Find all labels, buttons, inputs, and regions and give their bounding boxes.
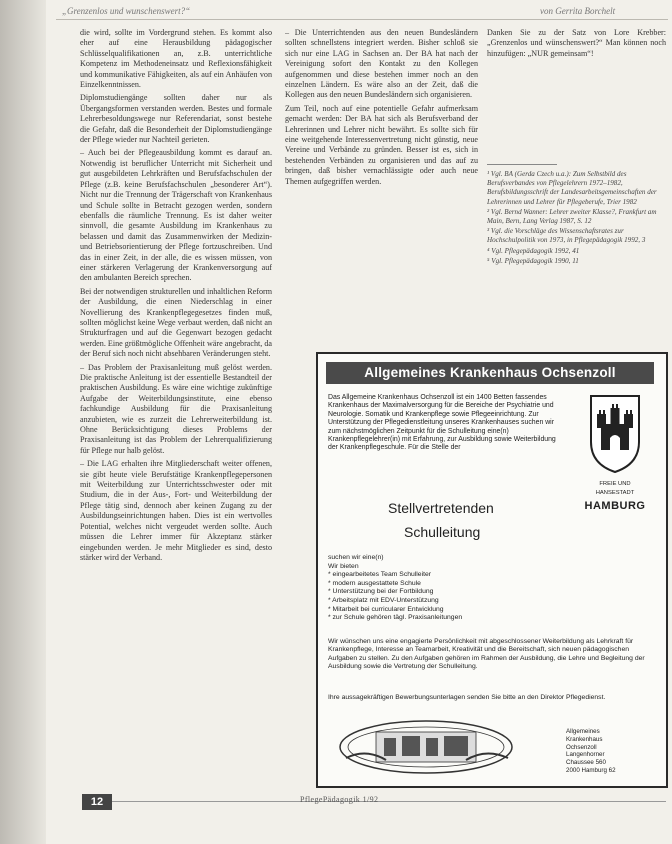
- footnote: ⁴ Vgl. Pflegepädagogik 1992, 41: [487, 246, 580, 255]
- ad-position-line-1: Stellvertretenden: [388, 500, 494, 516]
- paragraph: Bei der notwendigen strukturellen und inhaltlichen Reform der Ausbildung, die einen Niederschlag in einer Novellierung des Krankenpflegegesetzes finden muß, sollten möglichst keine Wege verbaut werden, daß nicht an Strukturfragen und auf die Gegenwart bezogen gedacht werden. Eine größtmögliche Offenheit wäre angebracht, da der Beruf sich noch nicht absehbaren Veränderungen steht.: [80, 286, 272, 359]
- footer-rule: [112, 801, 666, 802]
- ad-title: Allgemeines Krankenhaus Ochsenzoll: [326, 362, 654, 384]
- hamburg-crest: [574, 394, 656, 514]
- address-line: Chaussee 560: [566, 759, 606, 767]
- requirement-item: * Arbeitsplatz mit EDV-Unterstützung: [328, 596, 439, 604]
- text-column-2: [285, 28, 478, 318]
- ad-address: [566, 728, 660, 775]
- requirement-item: * Unterstützung bei der Fortbildung: [328, 588, 434, 596]
- job-advertisement: [316, 352, 668, 788]
- ad-intro-text: Das Allgemeine Krankenhaus Ochsenzoll ist ein 1400 Betten fassendes Krankenhaus der Maximalversorgung für die Bereiche der Psychiatrie und Neurologie. Somatik und Krankenpflege sowie Pflegeeinrichtung. Zur Unterstützung der Pflegedienstleitung unseres Krankenhauses suchen wir zum nächstmöglichen Zeitpunkt für die Schulleitung eine(n) Krankenpflegelehrer(in) mit Erfahrung, zur Ausbildung sowie Weiterbildung der Krankenpflegeschule. Für die Stelle der: [328, 394, 556, 452]
- running-header-author: von Gerrita Borchelt: [540, 6, 616, 16]
- footnote: ³ Vgl. die Vorschläge des Wissenschaftsrates zur Hochschulpolitik von 1973, in Pflegepädagogik 1992, 3: [487, 227, 646, 245]
- requirement-item: * modern ausgestattete Schule: [328, 579, 421, 587]
- running-header-title: „Grenzenlos und wunschenswert?“: [62, 6, 191, 16]
- header-rule: [56, 19, 668, 20]
- closing-paragraph: Danken Sie zu der Satz von Lore Krebber: „Grenzenlos und wünschenswert?“ Man können noch hinzufügen: „NUR gemeinsam“!: [487, 28, 666, 58]
- paragraph: die wird, sollte im Vordergrund stehen. Es kommt also eher auf eine Herausbildung pädagogischer Schlüsselqualifikationen an, z.B. unterrichtliche Kompetenz im Methodeneinsatz und Reflexionsfähigkeit und kommunikative Fähigkeiten, als auf ein Anhäufen von Einzelkenntnissen.: [80, 28, 272, 90]
- book-spine-shadow: [0, 0, 46, 844]
- publication-name: PflegePädagogik 1/92: [300, 795, 379, 804]
- ad-apply-text: Ihre aussagekräftigen Bewerbungsunterlagen senden Sie bitte an den Direktor Pflegedienst.: [328, 694, 606, 701]
- address-line: Langenhorner: [566, 751, 605, 759]
- paragraph: – Die LAG erhalten ihre Mitgliederschaft weiter offenen, sie gibt heute viele Berufstätige Krankenpflegepersonen mit Weiterbildung zur Unterrichtsschwester oder mit Studium, die in der Aus-, Fort- und Weiterbildung der Pflege tätig sind, dennoch aber keinen Zugang zu der Ausbildungseinrichtungen haben. Dies ist ein wertvolles Potential, welches nicht vergeudet werden sollte. Auch müssen die Lehrer immer für Akzeptanz stärker eingebunden werden. Je mehr Mitglieder es sind, desto stärker wird der Verband.: [80, 459, 272, 562]
- footnotes: [487, 170, 666, 275]
- footnote: ¹ Vgl. BA (Gerda Czech u.a.): Zum Selbstbild des Berufsverbandes von Pflegelehrern 1972–1982, Berufsbildungsschrift der Landesarbeitsgemeinschaften der Lehrerinnen und Lehrer für Pflegeberufe, Trier 1982: [487, 170, 657, 206]
- paragraph: – Auch bei der Pflegeausbildung kommt es darauf an. Notwendig ist beruflicher Unterricht mit Sicherheit und gut ausgebildeten Lehrkräften und Berufsfachschulen der Pflege (z.B. keine Berufsfachschulen „besonderer Art“). Nicht nur die Trennung der Trägerschaft von Krankenhaus und Schule sollte in Betracht gezogen werden, sondern ebenfalls die räumliche Trennung. Es ist daher weiter sinnvoll, die gesamte Ausbildung im Krankenhaus zu belassen und damit das Zusammenwirken der Medizin- und Betriebsorientierung der Pflege fortzuschreiben. Und das in einer Zeit, in der alle, die es wissen müssen, von einer stärkeren Verlagerung der Krankenversorgung auf den ambulanten Bereich sprechen.: [80, 148, 272, 283]
- text-column-3: [487, 28, 666, 108]
- ad-requirements: [328, 554, 578, 623]
- requirement-item: * zur Schule gehören tägl. Praxisanleitungen: [328, 614, 463, 622]
- paragraph: Diplomstudiengänge sollten daher nur als Übergangsformen verstanden werden. Bestes und formale Lehrerbesoldungswege nur Referendariat, sonst bestehe die Gefahr, daß die Besonderheit der Diplomstudiengänge der Pflege wieder nur Nachteil gerieten.: [80, 93, 272, 145]
- requirement-item: * eingearbeitetes Team Schulleiter: [328, 571, 432, 579]
- address-line: Ochsenzoll: [566, 743, 597, 751]
- address-line: Allgemeines: [566, 728, 600, 735]
- page-number: 12: [82, 794, 112, 810]
- paragraph: Zum Teil, noch auf eine potentielle Gefahr aufmerksam gemacht werden: Der BA hat sich als Berufsverband der Lehrerinnen und Lehrer nicht bewährt. Es sollte sich für eine weitgehende Interessenvertretung nicht günstig, neue Vereine und Verbände zu gründen. Besser ist es, sich in bestehenden Verbänden zu organisieren und das auf zu bringen, daß bisher vernachlässigte oder auch neue Themen aufgegriffen werden.: [285, 103, 478, 186]
- requirement-item: * Mitarbeit bei curricularer Entwicklung: [328, 605, 444, 613]
- text-column-1: [80, 28, 272, 776]
- paragraph: – Die Unterrichtenden aus den neuen Bundesländern sollten schnellstens integriert werden. Bisher schloß sie sich nur eine LAG in Sachsen an. Der BA hat nach der Vereinigung sofort den Kontakt zu den Kollegen aufgenommen und diese bestehen immer noch an den einzelnen Ländern. Es wäre also an der Zeit, daß die Kollegen aus den neuen Bundesländern sich organisieren.: [285, 28, 478, 100]
- requirements-subheading: Wir bieten: [328, 562, 359, 570]
- paragraph: – Das Problem der Praxisanleitung muß gelöst werden. Die praktische Anleitung ist der essentielle Bestandteil der praktischen Ausbildung. Es wäre eine wichtige zukünftige Aufgabe der Weiterbildungsinstitute, eine ebenso fachkundige Ausbildung für die Praxisanleitung anzubieten, wie es zurzeit die Lehrerweiterbildung ist. Ohne Berücksichtigung dieses Problems der Praxisanleitung ist das Problem der Lehrerqualifizierung für Pflege nur halb gelöst.: [80, 362, 272, 455]
- footnote-rule: [487, 164, 557, 165]
- address-line: Krankenhaus: [566, 735, 603, 743]
- castle-crest-icon: [587, 394, 643, 474]
- footnote: ⁵ Vgl. Pflegepädagogik 1990, 11: [487, 256, 579, 265]
- crest-caption-2: HANSESTADT: [595, 490, 635, 496]
- ad-position-line-2: Schulleitung: [404, 524, 481, 540]
- address-line: 2000 Hamburg 62: [566, 766, 616, 774]
- requirements-heading: suchen wir eine(n): [328, 554, 384, 561]
- footnote: ² Vgl. Bernd Wanner: Lehrer zweiter Klasse?, Frankfurt am Main, Bern, Lang Verlag 1987, S. 12: [487, 207, 657, 226]
- ad-offer-text: Wir wünschen uns eine engagierte Persönlichkeit mit abgeschlossener Weiterbildung als Lehrkraft für Krankenpflege, Interesse an Teamarbeit, Kreativität und die Bereitschaft, sich neuen pädagogischen Aufgaben zu stellen. Zu den Aufgaben gehören im Rahmen der Ausbildung, die Lehre und Begleitung der Ausbildung sowie die Vertretung der Schulleitung.: [328, 638, 645, 671]
- crest-caption-1: FREIE UND: [599, 481, 631, 487]
- hospital-stamp-icon: [336, 718, 516, 776]
- crest-city: HAMBURG: [584, 500, 646, 512]
